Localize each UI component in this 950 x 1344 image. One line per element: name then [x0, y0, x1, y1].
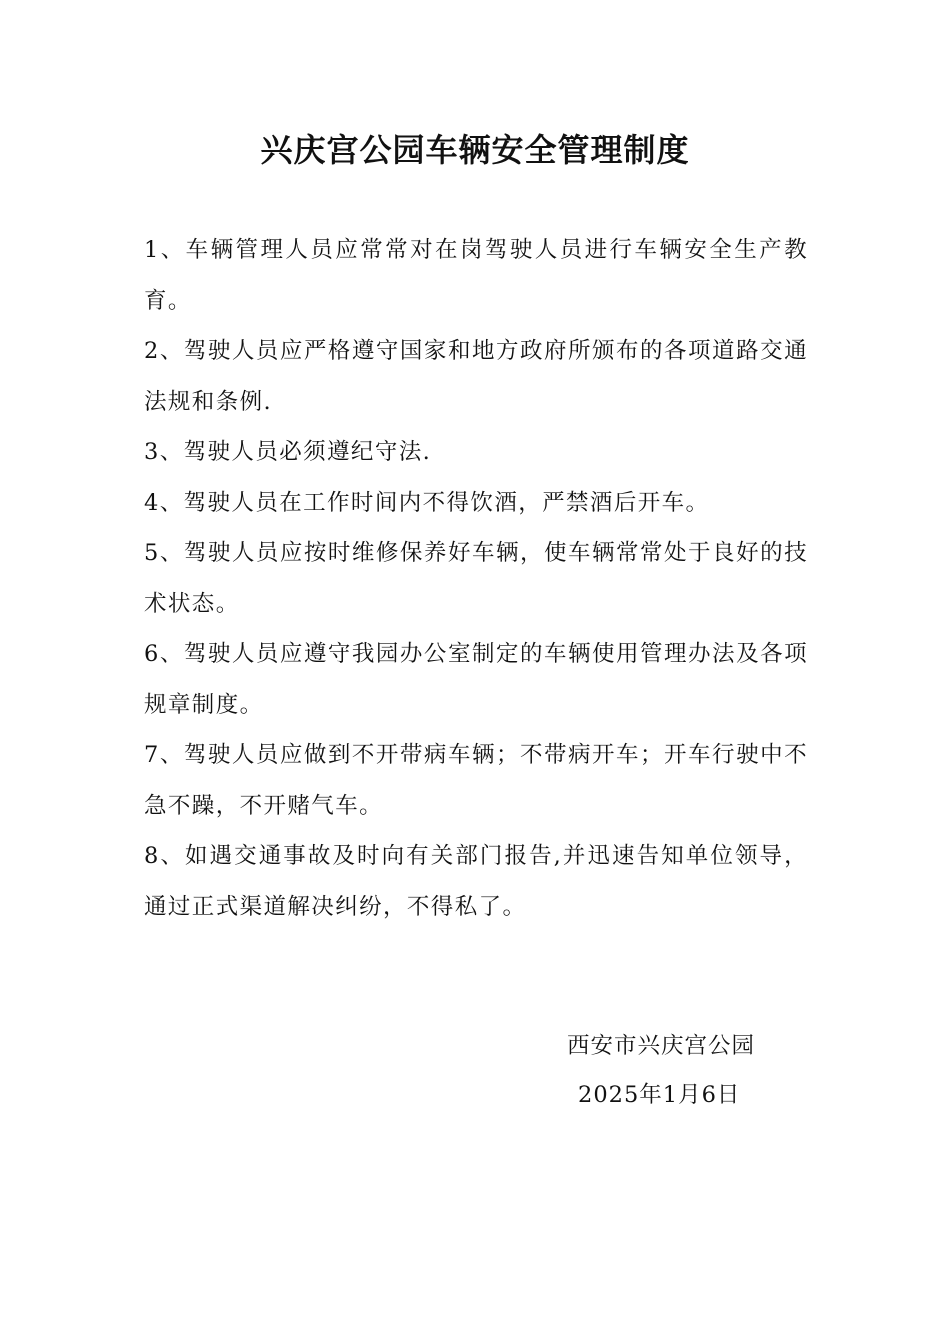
- document-title: 兴庆宫公园车辆安全管理制度: [260, 131, 690, 169]
- rule-item-6: 6、驾驶人员应遵守我园办公室制定的车辆使用管理办法及各项规章制度。: [144, 641, 808, 718]
- rule-item-2: 2、驾驶人员应严格遵守国家和地方政府所颁布的各项道路交通法规和条例.: [144, 338, 808, 415]
- rule-item-7: 7、驾驶人员应做到不开带病车辆；不带病开车；开车行驶中不急不躁，不开赌气车。: [144, 742, 808, 819]
- rule-item-4: 4、驾驶人员在工作时间内不得饮酒，严禁酒后开车。: [144, 489, 710, 516]
- rule-item-8: 8、如遇交通事故及时向有关部门报告,并迅速告知单位领导，通过正式渠道解决纠纷，不得私了。: [144, 843, 808, 920]
- signature-date: 2025年1月6日: [578, 1082, 741, 1108]
- rule-item-3: 3、驾驶人员必须遵纪守法.: [144, 439, 432, 465]
- signature-organization: 西安市兴庆宫公园: [567, 1033, 756, 1059]
- rule-item-1: 1、车辆管理人员应常常对在岗驾驶人员进行车辆安全生产教育。: [144, 237, 808, 314]
- rules-list: [144, 225, 808, 932]
- rule-item-5: 5、驾驶人员应按时维修保养好车辆，使车辆常常处于良好的技术状态。: [144, 540, 808, 617]
